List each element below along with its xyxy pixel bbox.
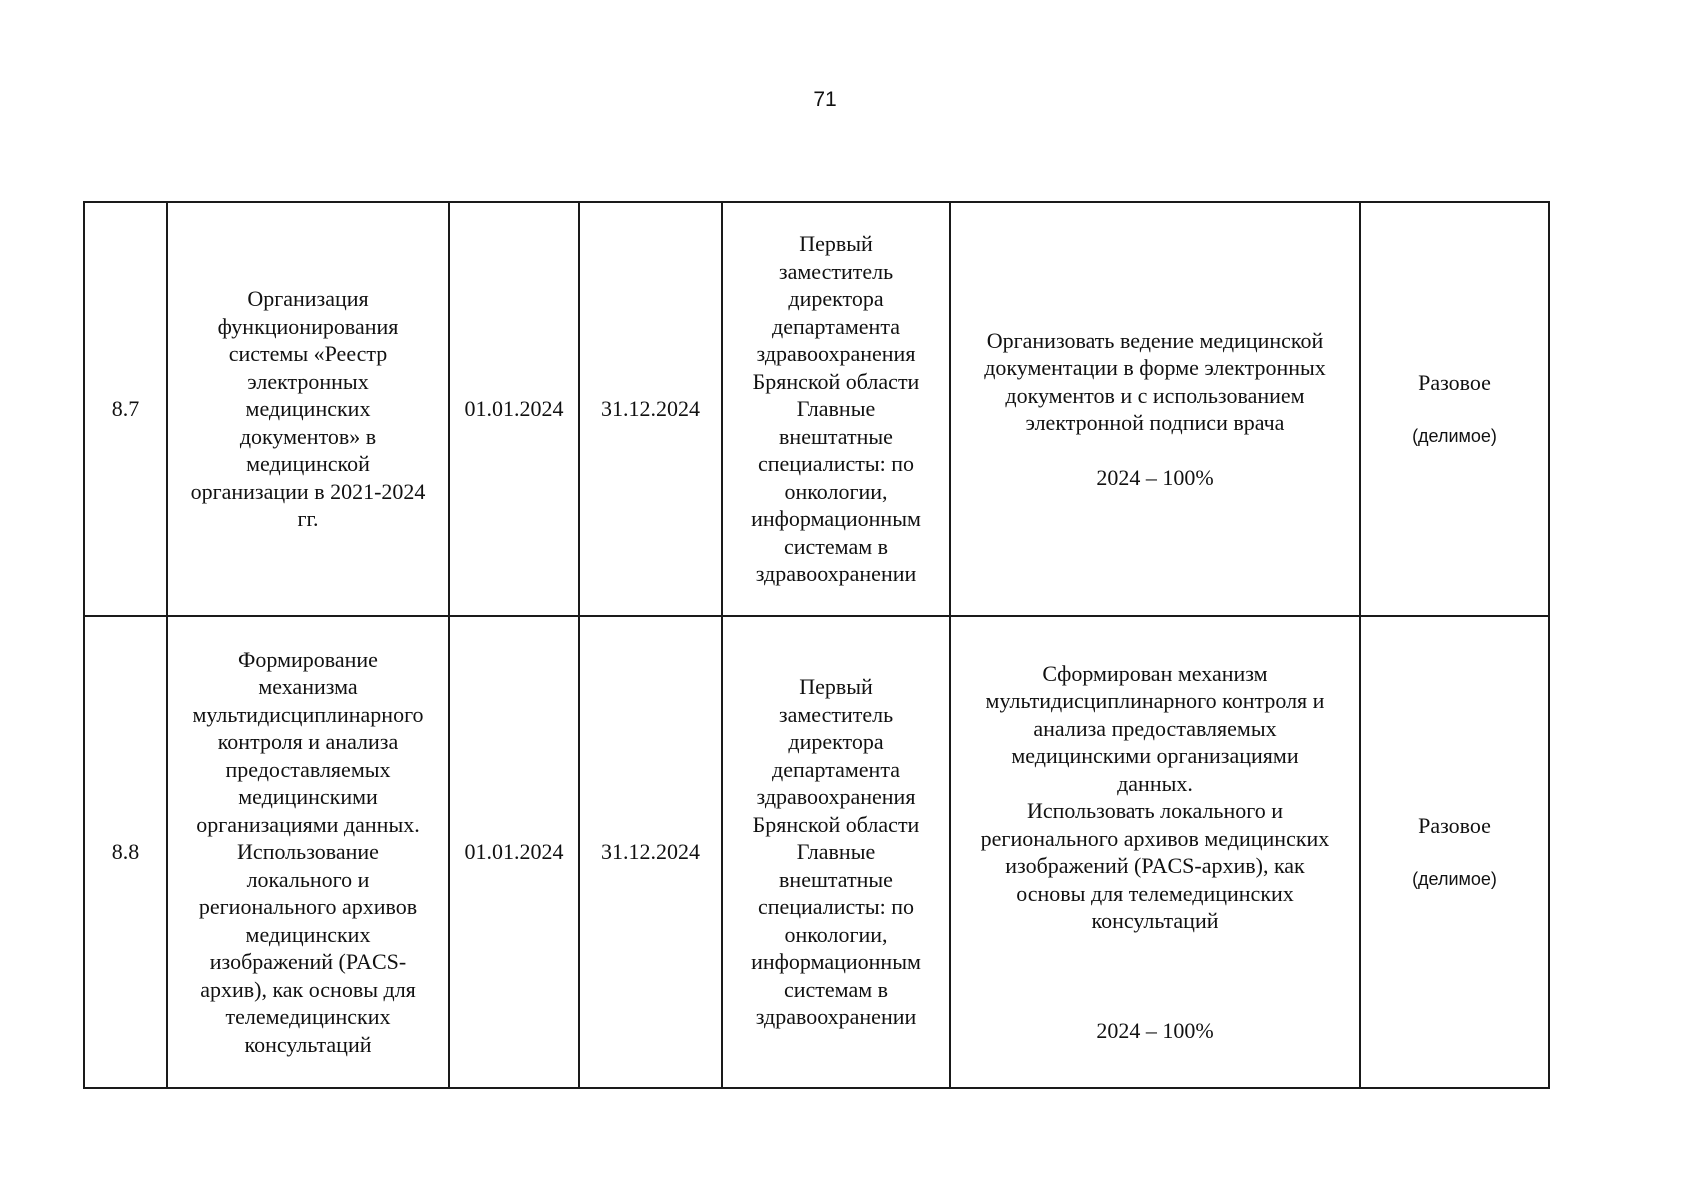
- end-date-cell: 31.12.2024: [579, 616, 722, 1088]
- end-date-cell: 31.12.2024: [579, 202, 722, 616]
- measure-name-cell: Организация функционирования системы «Реестр электронных медицинских документов» в медицинской организации в 2021-2024 гг.: [167, 202, 449, 616]
- start-date-cell: 01.01.2024: [449, 202, 579, 616]
- measure-name-cell: Формирование механизма мультидисциплинарного контроля и анализа предоставляемых медицинскими организациями данных. Использование локального и регионального архивов медицинских изображений (PACS- архив), как основы для телемедицинских консультаций: [167, 616, 449, 1088]
- table-row: [84, 202, 1549, 616]
- type-cell: [1360, 202, 1549, 616]
- page-number: 71: [813, 88, 837, 111]
- type-cell: [1360, 616, 1549, 1088]
- table-row: [84, 616, 1549, 1088]
- row-number-cell: 8.7: [84, 202, 167, 616]
- start-date-cell: 01.01.2024: [449, 616, 579, 1088]
- type-note: (делимое): [1412, 868, 1497, 889]
- result-value: 2024 – 100%: [1096, 1017, 1214, 1043]
- type-note: (делимое): [1412, 425, 1497, 446]
- responsible-cell: Первый заместитель директора департамента здравоохранения Брянской области Главные внештатные специалисты: по онкологии, информационным системам в здравоохранении: [722, 616, 950, 1088]
- result-spacer: [957, 962, 1353, 989]
- responsible-cell: Первый заместитель директора департамента здравоохранения Брянской области Главные внештатные специалисты: по онкологии, информационным системам в здравоохранении: [722, 202, 950, 616]
- type-label: Разовое: [1418, 813, 1491, 839]
- result-text: Сформирован механизм мультидисциплинарного контроля и анализа предоставляемых медицинскими организациями данных. Использовать локального и регионального архивов медицинских изображений (PACS-архив), как основы для телемедицинских консультаций: [980, 660, 1330, 934]
- measures-table: [83, 201, 1550, 1089]
- result-cell: [950, 202, 1360, 616]
- type-label: Разовое: [1418, 370, 1491, 396]
- result-cell: [950, 616, 1360, 1088]
- result-value: 2024 – 100%: [1096, 465, 1214, 490]
- result-text: Организовать ведение медицинской документации в форме электронных документов и с использованием электронной подписи врача: [984, 327, 1326, 435]
- row-number-cell: 8.8: [84, 616, 167, 1088]
